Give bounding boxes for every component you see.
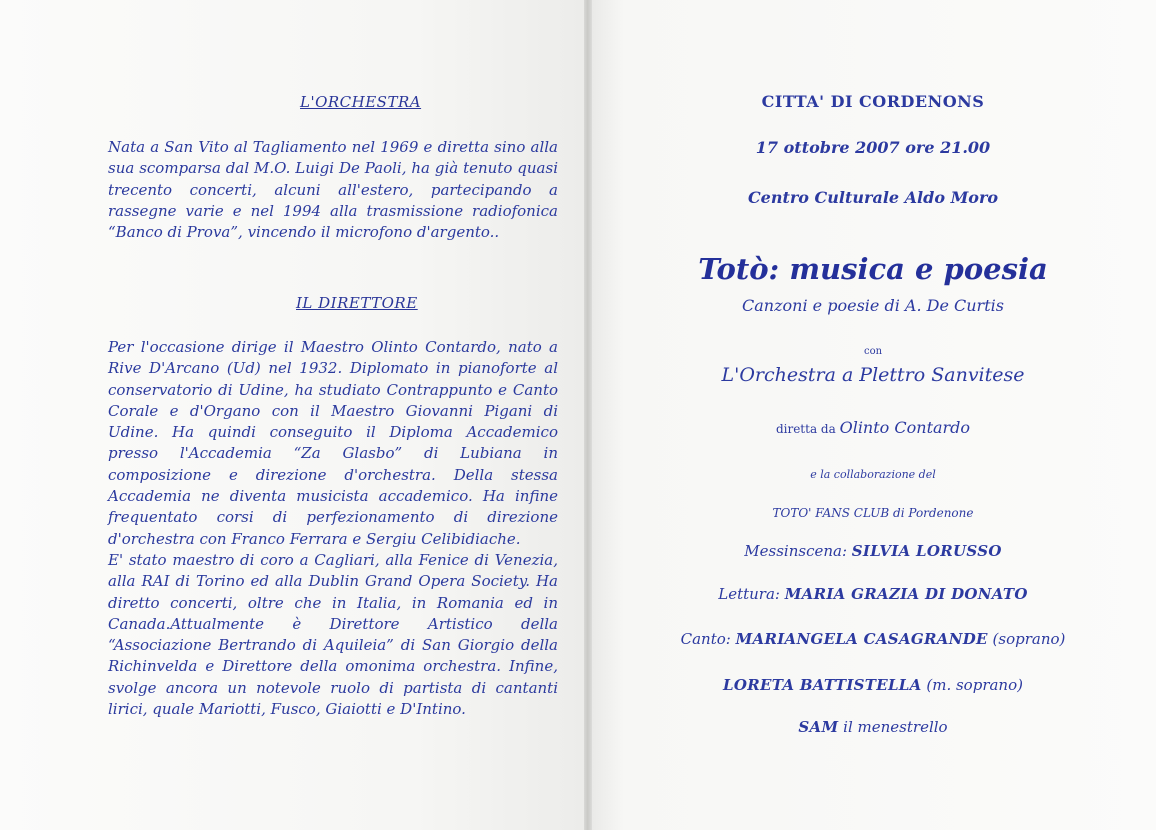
minstrel-name: SAM (798, 718, 839, 736)
director-paragraph (108, 337, 558, 720)
director-heading: IL DIRETTORE (296, 294, 418, 312)
singer-name: MARIANGELA CASAGRANDE (735, 630, 988, 648)
show-subtitle: Canzoni e poesie di A. De Curtis (742, 296, 1004, 315)
collab-label: e la collaborazione del (810, 468, 936, 481)
orchestra-paragraph (108, 137, 558, 243)
mezzo-role: (m. soprano) (926, 676, 1023, 694)
event-date: 17 ottobre 2007 ore 21.00 (755, 138, 991, 157)
fans-club: TOTO' FANS CLUB di Pordenone (772, 506, 974, 520)
staging-name: SILVIA LORUSSO (851, 542, 1002, 560)
reading-credit (590, 585, 1156, 603)
reading-name: MARIA GRAZIA DI DONATO (784, 585, 1028, 603)
orchestra-text: Nata a San Vito al Tagliamento nel 1969 e diretta sino alla sua scomparsa dal M.O. Luigi De Paoli, ha già tenuto quasi trecento concerti, alcuni all'estero, partecipando a rassegne varie e nel 1994 alla trasmissione radiofonica “Banco di Prova”, vincendo il microfono d'argento.. (108, 138, 558, 242)
singer-role: (soprano) (992, 630, 1066, 648)
director-line (590, 418, 1156, 437)
mezzo-name: LORETA BATTISTELLA (723, 676, 922, 694)
minstrel-credit (590, 718, 1156, 736)
reading-label: Lettura: (718, 585, 780, 603)
right-page (590, 0, 1156, 830)
singing-credit (590, 630, 1156, 648)
city-title: CITTA' DI CORDENONS (761, 92, 985, 111)
show-title: Totò: musica e poesia (698, 252, 1048, 286)
singing-label: Canto: (680, 630, 731, 648)
staging-credit (590, 542, 1156, 560)
mezzo-credit (590, 676, 1156, 694)
con-label: con (863, 346, 883, 357)
director-name: Olinto Contardo (839, 418, 971, 437)
page-fold (584, 0, 592, 830)
orchestra-heading: L'ORCHESTRA (300, 93, 422, 111)
orchestra-name: L'Orchestra a Plettro Sanvitese (721, 364, 1025, 386)
director-text-2: E' stato maestro di coro a Cagliari, alla Fenice di Venezia, alla RAI di Torino ed alla Dublin Grand Opera Society. Ha diretto concerti, oltre che in Italia, in Romania ed in Canada.Attualmente è Direttore Artistico della “Associazione Bertrando di Aquileia” di San Giorgio della Richinvelda e Direttore della omonima orchestra. Infine, svolge ancora un notevole ruolo di partista di cantanti lirici, quale Mariotti, Fusco, Giaiotti e D'Intino. (108, 550, 558, 719)
staging-label: Messinscena: (744, 542, 848, 560)
director-text-1: Per l'occasione dirige il Maestro Olinto Contardo, nato a Rive D'Arcano (Ud) nel 1932. Diplomato in pianoforte al conservatorio di Udine, ha studiato Contrappunto e Canto Corale e d'Organo con il Maestro Giovanni Pigani di Udine. Ha quindi conseguito il Diploma Accademico presso l'Accademia “Za Glasbo” di Lubiana in composizione e direzione d'orchestra. Della stessa Accademia ne diventa musicista accademico. Ha infine frequentato corsi di perfezionamento di direzione d'orchestra con Franco Ferrara e Sergiu Celibidiache. (108, 338, 558, 548)
event-venue: Centro Culturale Aldo Moro (747, 188, 999, 207)
directed-by-label: diretta da (775, 422, 836, 436)
minstrel-role: il menestrello (843, 718, 948, 736)
